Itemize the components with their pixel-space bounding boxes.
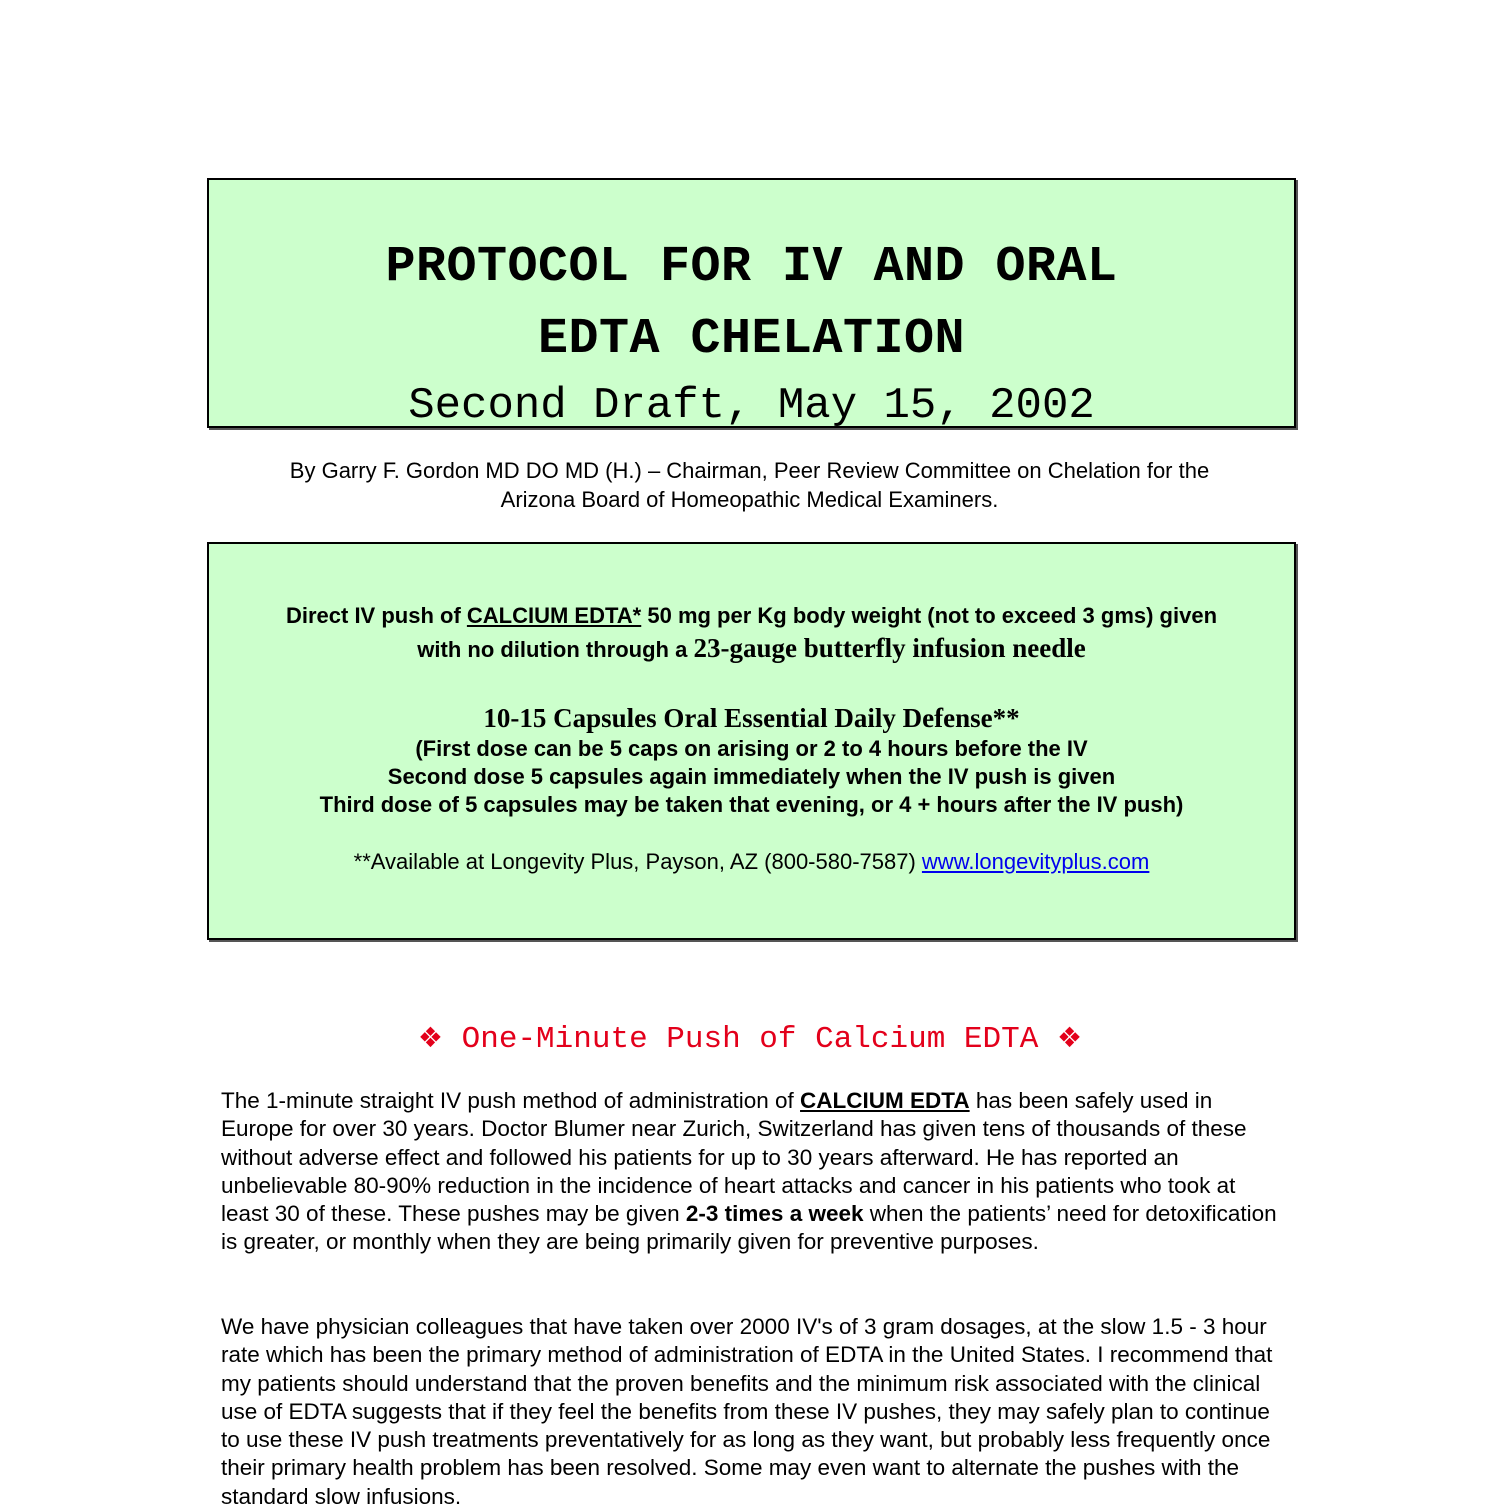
paragraph-text: has been safely used in Europe for over 30 years. Doctor Blumer near Zurich, Switzerland has given tens of thousands of these without adverse effect and followed his patients for up to 30 years afterward. He has reported an unbelievable 80-90% reduction in the incidence of heart attacks and cancer in his patients who took at least 30 of these. These pushes may be given	[221, 1088, 1247, 1227]
document-title-line-1: PROTOCOL FOR IV AND ORAL	[385, 239, 1118, 296]
document-title-line-2: EDTA CHELATION	[537, 311, 966, 368]
iv-push-line-1	[209, 600, 1294, 632]
availability-line	[209, 847, 1294, 877]
dose-second: Second dose 5 capsules again immediately when the IV push is given	[387, 764, 1116, 789]
body-paragraph-2: We have physician colleagues that have taken over 2000 IV's of 3 gram dosages, at the slow 1.5 - 3 hour rate which has been the primary method of administration of EDTA in the United States. I recommend that my patients should understand that the proven benefits and the minimum risk associated with the clinical use of EDTA suggests that if they feel the benefits from these IV pushes, they may safely plan to continue to use these IV push treatments preventatively for as long as they want, but probably less frequently once their primary health problem has been resolved. Some may even want to alternate the pushes with the standard slow infusions.	[221, 1314, 1273, 1509]
title-box	[207, 178, 1296, 431]
protocol-summary-box	[207, 542, 1296, 940]
iv-push-prefix: Direct IV push of	[285, 603, 467, 628]
document-subtitle: Second Draft, May 15, 2002	[408, 381, 1095, 431]
calcium-edta-emphasis: CALCIUM EDTA	[800, 1088, 970, 1113]
iv-push-line-2	[209, 632, 1294, 666]
byline-line-1: By Garry F. Gordon MD DO MD (H.) – Chairman, Peer Review Committee on Chelation for the	[289, 458, 1210, 483]
needle-spec: 23-gauge butterfly infusion needle	[693, 633, 1086, 663]
body-paragraph-1	[221, 1087, 1286, 1257]
iv-dilution-text: with no dilution through a	[417, 637, 694, 662]
paragraph-text: when the patients’ need for detoxification is greater, or monthly when they are being primarily given for preventive purposes.	[221, 1201, 1277, 1255]
paragraph-text: The 1-minute straight IV push method of administration of	[221, 1088, 801, 1113]
section-heading	[0, 1016, 1500, 1062]
diamond-ornament-icon: ❖	[417, 1021, 444, 1054]
longevityplus-link[interactable]: www.longevityplus.com	[921, 849, 1150, 874]
capsules-heading: 10-15 Capsules Oral Essential Daily Defense**	[483, 703, 1020, 733]
dose-third: Third dose of 5 capsules may be taken that evening, or 4 + hours after the IV push)	[319, 792, 1184, 817]
calcium-edta-term: CALCIUM EDTA*	[466, 603, 642, 628]
dose-first: (First dose can be 5 caps on arising or 2 to 4 hours before the IV	[415, 736, 1088, 761]
author-byline	[207, 456, 1292, 514]
frequency-emphasis: 2-3 times a week	[685, 1201, 864, 1227]
availability-text: **Available at Longevity Plus, Payson, AZ (800-580-7587)	[353, 849, 922, 874]
section-heading-text: One-Minute Push of Calcium EDTA	[461, 1022, 1039, 1057]
diamond-ornament-icon: ❖	[1056, 1021, 1083, 1054]
iv-push-dosage: 50 mg per Kg body weight (not to exceed 3 gms) given	[641, 603, 1218, 628]
byline-line-2: Arizona Board of Homeopathic Medical Examiners.	[500, 487, 999, 512]
